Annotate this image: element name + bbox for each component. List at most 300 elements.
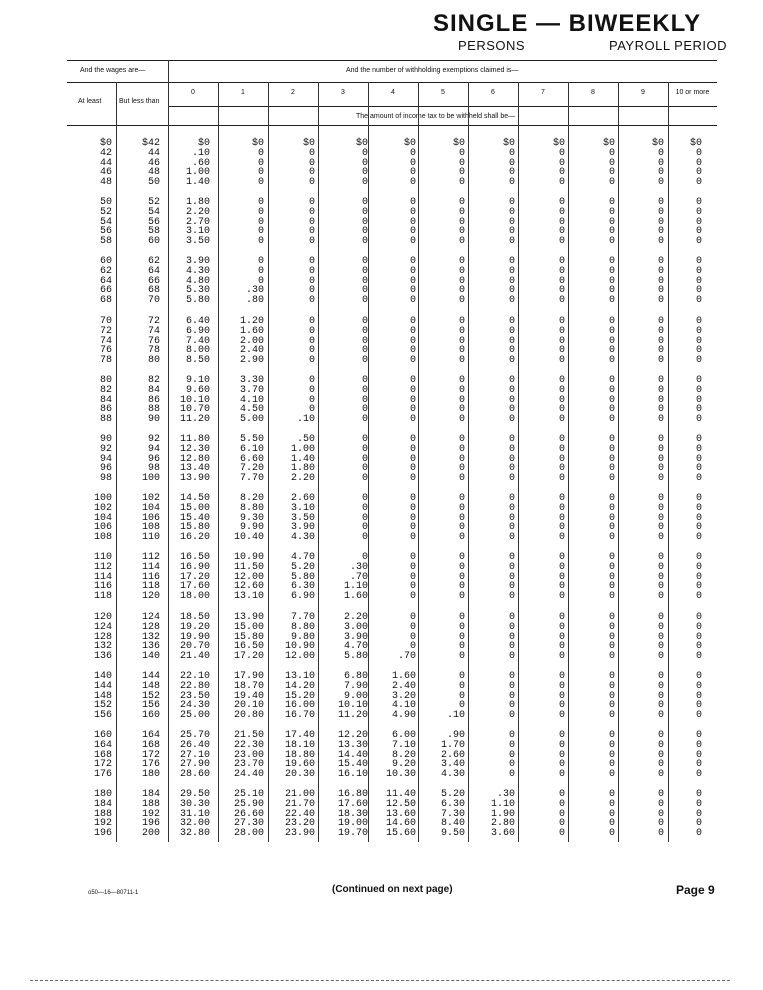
- wage-at-least-cell: 102: [93, 502, 112, 514]
- wage-less-than-cell: 184: [141, 789, 160, 800]
- tax-amount-cell: 9.60: [185, 384, 210, 396]
- exemption-column-header: 3: [341, 89, 345, 96]
- tax-amount-cell: 0: [508, 197, 515, 208]
- form-code: o50—16—80711-1: [88, 890, 139, 896]
- tax-amount-cell: 21.00: [284, 789, 315, 800]
- tax-amount-cell: 1.60: [343, 591, 368, 603]
- tax-amount-cell: 0: [508, 226, 515, 238]
- tax-amount-cell: 5.80: [343, 651, 368, 663]
- tax-amount-cell: 0: [308, 345, 315, 357]
- tax-amount-cell: 0: [657, 345, 664, 357]
- tax-amount-cell: 0: [508, 404, 515, 416]
- tax-amount-cell: 0: [695, 591, 702, 603]
- tax-amount-cell: 20.30: [284, 769, 315, 781]
- wage-at-least-cell: 196: [93, 828, 112, 840]
- tax-amount-cell: 0: [558, 749, 565, 761]
- wage-at-least-cell: 64: [99, 275, 112, 287]
- tax-amount-cell: 18.00: [179, 591, 210, 603]
- tax-amount-cell: 1.40: [185, 177, 210, 189]
- tax-amount-cell: 0: [558, 552, 565, 563]
- tax-amount-cell: 0: [695, 443, 702, 455]
- tax-amount-cell: 12.50: [385, 798, 416, 810]
- tax-amount-cell: 0: [409, 493, 416, 504]
- wage-less-than-cell: 168: [141, 739, 160, 751]
- tax-amount-cell: 0: [558, 177, 565, 189]
- tax-amount-cell: 10.30: [385, 769, 416, 781]
- tax-amount-cell: 0: [558, 739, 565, 751]
- tax-amount-cell: 7.20: [239, 463, 264, 475]
- tax-amount-cell: 1.40: [290, 453, 315, 465]
- tax-amount-cell: 0: [458, 285, 465, 297]
- tax-amount-cell: 0: [409, 612, 416, 623]
- tax-amount-cell: 0: [657, 384, 664, 396]
- tax-amount-cell: 15.20: [284, 690, 315, 702]
- tax-amount-cell: 14.40: [337, 749, 368, 761]
- tax-amount-cell: 0: [695, 581, 702, 593]
- tax-amount-cell: 0: [608, 671, 615, 682]
- tax-amount-cell: 0: [361, 216, 368, 228]
- tax-amount-cell: 0: [657, 789, 664, 800]
- wage-at-least-cell: 152: [93, 700, 112, 712]
- tax-amount-cell: 0: [308, 177, 315, 189]
- tax-amount-cell: 0: [695, 808, 702, 820]
- tax-amount-cell: 11.40: [385, 789, 416, 800]
- exemption-column-header: 0: [191, 89, 195, 96]
- tax-amount-cell: 0: [409, 355, 416, 367]
- tax-amount-cell: 0: [695, 355, 702, 367]
- tax-amount-cell: 0: [558, 473, 565, 485]
- tax-amount-cell: 0: [608, 216, 615, 228]
- tax-amount-cell: 0: [695, 512, 702, 524]
- tax-amount-cell: 0: [409, 502, 416, 514]
- tax-amount-cell: 0: [558, 206, 565, 218]
- tax-amount-cell: 0: [308, 265, 315, 277]
- tax-amount-cell: 0: [458, 197, 465, 208]
- tax-amount-cell: 0: [608, 690, 615, 702]
- tax-amount-cell: 0: [608, 581, 615, 593]
- tax-amount-cell: 15.00: [233, 621, 264, 633]
- tax-amount-cell: 0: [657, 739, 664, 751]
- column-divider: [418, 82, 419, 842]
- wage-at-least-cell: 82: [99, 384, 112, 396]
- tax-amount-cell: 20.70: [179, 641, 210, 653]
- tax-amount-cell: 0: [409, 256, 416, 267]
- tax-amount-cell: 0: [657, 473, 664, 485]
- wage-at-least-cell: 148: [93, 690, 112, 702]
- tax-amount-cell: 0: [608, 502, 615, 514]
- tax-amount-cell: 0: [508, 749, 515, 761]
- tax-amount-cell: 0: [608, 345, 615, 357]
- tax-amount-cell: 0: [508, 463, 515, 475]
- tax-amount-cell: 0: [257, 256, 264, 267]
- tax-amount-cell: 3.00: [343, 621, 368, 633]
- tax-amount-cell: 0: [558, 147, 565, 159]
- tax-amount-cell: 13.90: [179, 473, 210, 485]
- tax-amount-cell: 0: [695, 769, 702, 781]
- tax-amount-cell: 13.10: [233, 591, 264, 603]
- tax-amount-cell: 0: [308, 295, 315, 307]
- tax-amount-cell: 0: [608, 612, 615, 623]
- tax-amount-cell: 0: [409, 404, 416, 416]
- tax-amount-cell: 17.20: [179, 571, 210, 583]
- tax-amount-cell: 0: [508, 236, 515, 248]
- tax-amount-cell: 0: [361, 157, 368, 169]
- wage-less-than-cell: 82: [147, 375, 160, 386]
- tax-amount-cell: 1.00: [290, 443, 315, 455]
- tax-amount-cell: 12.80: [179, 453, 210, 465]
- subtitle-persons: PERSONS: [458, 38, 526, 53]
- exemption-column-header: 8: [591, 89, 595, 96]
- tax-amount-cell: 19.60: [284, 759, 315, 771]
- tax-amount-cell: 0: [458, 522, 465, 534]
- tax-amount-cell: 0: [508, 375, 515, 386]
- tax-amount-cell: 0: [657, 375, 664, 386]
- wage-at-least-cell: 104: [93, 512, 112, 524]
- column-divider: [268, 82, 269, 842]
- tax-amount-cell: 16.20: [179, 532, 210, 544]
- tax-amount-cell: 0: [695, 147, 702, 159]
- tax-amount-cell: 3.90: [343, 631, 368, 643]
- tax-amount-cell: 0: [558, 612, 565, 623]
- at-least-header: At least: [78, 98, 102, 105]
- tax-amount-cell: 0: [508, 345, 515, 357]
- tax-amount-cell: 0: [308, 285, 315, 297]
- tax-amount-cell: .80: [245, 295, 264, 307]
- tax-amount-cell: 0: [608, 335, 615, 347]
- wage-less-than-cell: 118: [141, 581, 160, 593]
- tax-amount-cell: 0: [558, 502, 565, 514]
- tax-amount-cell: 0: [409, 561, 416, 573]
- tax-amount-cell: 0: [608, 414, 615, 426]
- tax-amount-cell: 0: [508, 295, 515, 307]
- wage-at-least-cell: 114: [93, 571, 112, 583]
- tax-amount-cell: 0: [695, 157, 702, 169]
- tax-amount-cell: 8.80: [239, 502, 264, 514]
- tax-amount-cell: 6.90: [290, 591, 315, 603]
- tax-amount-cell: 0: [608, 759, 615, 771]
- tax-amount-cell: 0: [361, 177, 368, 189]
- wage-at-least-cell: 58: [99, 236, 112, 248]
- tax-amount-cell: 0: [695, 453, 702, 465]
- tax-amount-cell: 0: [361, 335, 368, 347]
- tax-amount-cell: 0: [361, 256, 368, 267]
- tax-amount-header: The amount of income tax to be withheld shall be—: [356, 113, 516, 120]
- tax-amount-cell: 26.60: [233, 808, 264, 820]
- tax-amount-cell: 4.30: [185, 265, 210, 277]
- tax-amount-cell: 0: [409, 236, 416, 248]
- tax-amount-cell: 0: [308, 384, 315, 396]
- tax-amount-cell: 0: [508, 265, 515, 277]
- continued-note: (Continued on next page): [332, 884, 453, 895]
- tax-amount-cell: 0: [657, 808, 664, 820]
- header-rule-1: [67, 82, 717, 83]
- tax-amount-cell: 0: [458, 443, 465, 455]
- tax-amount-cell: 16.50: [233, 641, 264, 653]
- tax-amount-cell: 0: [695, 394, 702, 406]
- tax-amount-cell: 0: [608, 206, 615, 218]
- tax-amount-cell: 0: [409, 631, 416, 643]
- tax-amount-cell: 0: [458, 206, 465, 218]
- tax-amount-cell: 0: [458, 265, 465, 277]
- tax-amount-cell: 0: [558, 532, 565, 544]
- tax-amount-cell: 0: [695, 177, 702, 189]
- wage-at-least-cell: 74: [99, 335, 112, 347]
- tax-amount-cell: 0: [657, 404, 664, 416]
- tax-amount-cell: 14.20: [284, 680, 315, 692]
- wage-at-least-cell: 84: [99, 394, 112, 406]
- exemption-column-header: 7: [541, 89, 545, 96]
- tax-amount-cell: 0: [458, 216, 465, 228]
- tax-amount-cell: 6.40: [185, 316, 210, 327]
- tax-amount-cell: 0: [695, 295, 702, 307]
- tax-amount-cell: 0: [409, 345, 416, 357]
- tax-amount-cell: 25.90: [233, 798, 264, 810]
- tax-amount-cell: 13.40: [179, 463, 210, 475]
- wage-less-than-cell: 76: [147, 335, 160, 347]
- tax-amount-cell: 0: [508, 581, 515, 593]
- wage-at-least-cell: 164: [93, 739, 112, 751]
- wage-at-least-cell: 96: [99, 463, 112, 475]
- tax-amount-cell: 0: [257, 216, 264, 228]
- tax-amount-cell: 0: [508, 700, 515, 712]
- tax-amount-cell: 0: [409, 384, 416, 396]
- tax-amount-cell: 0: [608, 828, 615, 840]
- wage-at-least-cell: 180: [93, 789, 112, 800]
- tax-amount-cell: 0: [458, 167, 465, 179]
- tax-amount-cell: 14.60: [385, 818, 416, 830]
- tax-amount-cell: .10: [446, 710, 465, 722]
- tax-amount-cell: 1.60: [239, 325, 264, 337]
- tax-amount-cell: 0: [458, 552, 465, 563]
- tax-amount-cell: 0: [558, 808, 565, 820]
- tax-amount-cell: 0: [695, 789, 702, 800]
- tax-amount-cell: 13.60: [385, 808, 416, 820]
- wage-less-than-cell: $42: [141, 138, 160, 149]
- tax-amount-cell: 0: [409, 641, 416, 653]
- tax-amount-cell: 0: [257, 167, 264, 179]
- wage-less-than-cell: 70: [147, 295, 160, 307]
- tax-amount-cell: 0: [695, 275, 702, 287]
- tax-amount-cell: 0: [508, 493, 515, 504]
- tax-amount-cell: 0: [608, 197, 615, 208]
- tax-amount-cell: 0: [361, 473, 368, 485]
- tax-amount-cell: 0: [695, 739, 702, 751]
- tax-amount-cell: 0: [361, 463, 368, 475]
- tax-amount-cell: 5.50: [239, 434, 264, 445]
- tax-amount-cell: 21.70: [284, 798, 315, 810]
- tax-amount-cell: 0: [695, 345, 702, 357]
- tax-amount-cell: 0: [508, 730, 515, 741]
- tax-amount-cell: 0: [409, 414, 416, 426]
- tax-amount-cell: 4.90: [391, 710, 416, 722]
- tax-amount-cell: $0: [197, 138, 210, 149]
- tax-amount-cell: 0: [361, 443, 368, 455]
- tax-amount-cell: 0: [508, 384, 515, 396]
- wage-at-least-cell: 116: [93, 581, 112, 593]
- tax-amount-cell: 0: [409, 463, 416, 475]
- tax-amount-cell: 0: [608, 404, 615, 416]
- tax-amount-cell: 0: [695, 631, 702, 643]
- tax-amount-cell: 0: [558, 581, 565, 593]
- tax-amount-cell: 19.00: [337, 818, 368, 830]
- tax-amount-cell: 0: [657, 532, 664, 544]
- tax-amount-cell: 0: [695, 206, 702, 218]
- tax-amount-cell: 3.20: [391, 690, 416, 702]
- tax-amount-cell: 25.10: [233, 789, 264, 800]
- wage-at-least-cell: 92: [99, 443, 112, 455]
- tax-amount-cell: 0: [508, 453, 515, 465]
- tax-amount-cell: 2.20: [185, 206, 210, 218]
- wage-less-than-cell: 78: [147, 345, 160, 357]
- tax-amount-cell: 14.50: [179, 493, 210, 504]
- tax-amount-cell: .10: [296, 414, 315, 426]
- tax-amount-cell: 0: [508, 512, 515, 524]
- tax-amount-cell: 16.00: [284, 700, 315, 712]
- tax-amount-cell: 0: [558, 197, 565, 208]
- tax-amount-cell: 0: [657, 502, 664, 514]
- tax-amount-cell: 0: [508, 414, 515, 426]
- tax-amount-cell: 0: [558, 285, 565, 297]
- tax-amount-cell: 0: [657, 522, 664, 534]
- tax-amount-cell: 0: [308, 355, 315, 367]
- tax-amount-cell: 0: [508, 157, 515, 169]
- tax-amount-cell: 0: [508, 177, 515, 189]
- tax-amount-cell: .30: [496, 789, 515, 800]
- wage-at-least-cell: 66: [99, 285, 112, 297]
- tax-amount-cell: 0: [361, 453, 368, 465]
- tax-amount-cell: 9.90: [239, 522, 264, 534]
- tax-amount-cell: 0: [695, 434, 702, 445]
- tax-amount-cell: 0: [608, 316, 615, 327]
- tax-amount-cell: 10.10: [179, 394, 210, 406]
- tax-amount-cell: 3.30: [239, 375, 264, 386]
- tax-amount-cell: 0: [608, 147, 615, 159]
- tax-amount-cell: 0: [508, 256, 515, 267]
- tax-amount-cell: 0: [657, 769, 664, 781]
- tax-amount-cell: 0: [695, 325, 702, 337]
- tax-amount-cell: 23.50: [179, 690, 210, 702]
- wage-less-than-cell: 80: [147, 355, 160, 367]
- wage-less-than-cell: 58: [147, 226, 160, 238]
- bottom-rule: [30, 980, 730, 981]
- tax-amount-cell: 12.30: [179, 443, 210, 455]
- tax-amount-cell: 1.60: [391, 671, 416, 682]
- tax-amount-cell: 0: [361, 384, 368, 396]
- tax-amount-cell: 1.00: [185, 167, 210, 179]
- tax-amount-cell: 0: [558, 316, 565, 327]
- tax-amount-cell: 19.90: [179, 631, 210, 643]
- tax-amount-cell: 2.80: [490, 818, 515, 830]
- tax-amount-cell: 0: [657, 394, 664, 406]
- tax-amount-cell: 0: [558, 443, 565, 455]
- tax-amount-cell: 0: [558, 453, 565, 465]
- tax-amount-cell: 1.10: [343, 581, 368, 593]
- tax-amount-cell: 7.90: [343, 680, 368, 692]
- tax-amount-cell: 0: [409, 157, 416, 169]
- wage-at-least-cell: 54: [99, 216, 112, 228]
- tax-amount-cell: 0: [458, 493, 465, 504]
- tax-amount-cell: 0: [508, 759, 515, 771]
- tax-amount-cell: 27.30: [233, 818, 264, 830]
- tax-amount-cell: 0: [508, 473, 515, 485]
- tax-amount-cell: 0: [657, 325, 664, 337]
- tax-amount-cell: 0: [361, 512, 368, 524]
- tax-amount-cell: 24.30: [179, 700, 210, 712]
- tax-amount-cell: 16.80: [337, 789, 368, 800]
- tax-amount-cell: 0: [695, 759, 702, 771]
- wage-less-than-cell: 176: [141, 759, 160, 771]
- wage-at-least-cell: 172: [93, 759, 112, 771]
- tax-amount-cell: 0: [508, 561, 515, 573]
- tax-amount-cell: 0: [409, 295, 416, 307]
- tax-amount-cell: 0: [657, 759, 664, 771]
- tax-amount-cell: 0: [558, 690, 565, 702]
- tax-amount-cell: 0: [508, 167, 515, 179]
- wage-less-than-cell: 68: [147, 285, 160, 297]
- tax-amount-cell: 0: [458, 680, 465, 692]
- tax-amount-cell: 0: [608, 295, 615, 307]
- tax-amount-cell: 0: [558, 265, 565, 277]
- tax-amount-cell: 16.50: [179, 552, 210, 563]
- tax-amount-cell: 0: [409, 226, 416, 238]
- tax-amount-cell: 0: [508, 739, 515, 751]
- tax-amount-cell: $0: [602, 138, 615, 149]
- tax-amount-cell: .70: [349, 571, 368, 583]
- tax-amount-cell: 0: [409, 591, 416, 603]
- wage-at-least-cell: 72: [99, 325, 112, 337]
- tax-amount-cell: 3.50: [290, 512, 315, 524]
- tax-amount-cell: 8.00: [185, 345, 210, 357]
- tax-amount-cell: 0: [695, 493, 702, 504]
- tax-amount-cell: 23.90: [284, 828, 315, 840]
- tax-amount-cell: 0: [657, 256, 664, 267]
- tax-amount-cell: 20.80: [233, 710, 264, 722]
- tax-amount-cell: 0: [308, 325, 315, 337]
- tax-amount-cell: 0: [608, 256, 615, 267]
- tax-amount-cell: 13.90: [233, 612, 264, 623]
- tax-amount-cell: 0: [409, 434, 416, 445]
- tax-amount-cell: 0: [608, 375, 615, 386]
- tax-amount-cell: 5.20: [290, 561, 315, 573]
- wage-at-least-cell: 106: [93, 522, 112, 534]
- tax-amount-cell: 0: [558, 345, 565, 357]
- tax-amount-cell: 0: [361, 345, 368, 357]
- tax-amount-cell: 17.60: [179, 581, 210, 593]
- tax-amount-cell: $0: [302, 138, 315, 149]
- tax-amount-cell: 0: [657, 285, 664, 297]
- tax-amount-cell: 0: [558, 463, 565, 475]
- tax-amount-cell: 0: [608, 730, 615, 741]
- tax-amount-cell: 0: [657, 157, 664, 169]
- tax-amount-cell: 0: [558, 404, 565, 416]
- tax-amount-cell: 0: [608, 561, 615, 573]
- tax-amount-cell: 0: [361, 414, 368, 426]
- tax-amount-cell: 3.60: [490, 828, 515, 840]
- tax-amount-cell: .60: [191, 157, 210, 169]
- tax-amount-cell: 15.80: [233, 631, 264, 643]
- tax-amount-cell: $0: [689, 138, 702, 149]
- tax-amount-cell: 31.10: [179, 808, 210, 820]
- tax-amount-cell: 0: [257, 177, 264, 189]
- tax-amount-cell: 0: [558, 828, 565, 840]
- tax-amount-cell: .30: [349, 561, 368, 573]
- tax-amount-cell: 2.20: [343, 612, 368, 623]
- tax-amount-cell: 0: [608, 493, 615, 504]
- wage-less-than-cell: 200: [141, 828, 160, 840]
- tax-amount-cell: 0: [558, 157, 565, 169]
- tax-amount-cell: 0: [695, 798, 702, 810]
- wage-less-than-cell: 110: [141, 532, 160, 544]
